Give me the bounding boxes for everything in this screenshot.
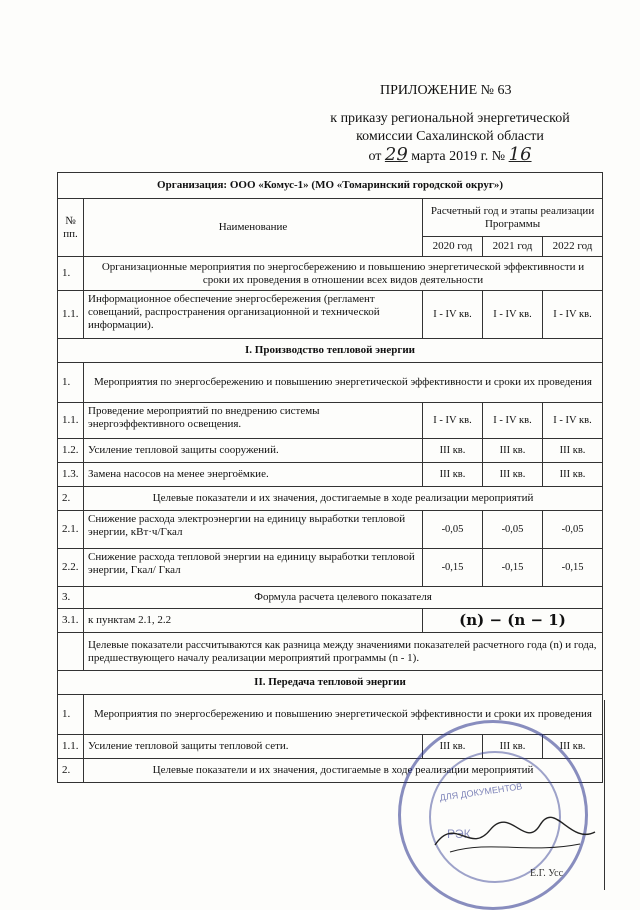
handwritten-day: 29 [384,144,408,165]
handwritten-order-number: 16 [508,144,532,165]
row-text: Усиление тепловой защиты тепловой сети. [84,735,423,759]
row-num: 2. [58,759,84,783]
row-value: I - IV кв. [423,403,483,439]
row-value: -0,05 [543,511,603,549]
date-prefix: от [368,149,382,164]
row-num: 1.1. [58,403,84,439]
row-text: к пунктам 2.1, 2.2 [84,609,423,633]
row-num: 3.1. [58,609,84,633]
row-value: I - IV кв. [543,403,603,439]
row-value: III кв. [483,735,543,759]
col-header-name: Наименование [84,199,423,257]
section-title: II. Передача тепловой энергии [58,671,603,695]
row-num: 1.2. [58,439,84,463]
row-num: 1. [58,257,84,291]
row-value: III кв. [423,439,483,463]
row-heading: Целевые показатели и их значения, достигаемые в ходе реализации мероприятий [84,759,603,783]
row-num: 1. [58,695,84,735]
row-value: -0,15 [483,549,543,587]
row-value: III кв. [483,439,543,463]
row-text: Снижение расхода тепловой энергии на единицу выработки тепловой энергии, Гкал/ Гкал [84,549,423,587]
page-edge-line [604,700,605,890]
row-value: I - IV кв. [423,291,483,339]
row-heading: Мероприятия по энергосбережению и повышению энергетической эффективности и сроки их проведения [84,695,603,735]
official-stamp-icon: ДЛЯ ДОКУМЕНТОВ РЭК [398,720,588,910]
row-text: Проведение мероприятий по внедрению системы энергоэффективного освещения. [84,403,423,439]
row-value: I - IV кв. [543,291,603,339]
row-text: Информационное обеспечение энергосбережения (регламент совещаний, распространения организационной и технической информации). [84,291,423,339]
section-title: I. Производство тепловой энергии [58,339,603,363]
row-heading: Целевые показатели и их значения, достигаемые в ходе реализации мероприятий [84,487,603,511]
order-line-2: комиссии Сахалинской области [356,129,544,144]
row-num: 1.1. [58,291,84,339]
row-value: -0,15 [543,549,603,587]
row-num: 1. [58,363,84,403]
row-heading: Организационные мероприятия по энергосбережению и повышению энергетической эффективности и сроки их проведения в отношении всех видов деятельности [84,257,603,291]
row-value: I - IV кв. [483,291,543,339]
order-date-line [300,146,600,166]
row-text: Усиление тепловой защиты сооружений. [84,439,423,463]
year-header: 2020 год [423,237,483,257]
row-text: Замена насосов на менее энергоёмкие. [84,463,423,487]
row-value: -0,05 [423,511,483,549]
organization-row: Организация: ООО «Комус-1» (МО «Томаринский городской округ») [58,173,603,199]
row-num: 1.1. [58,735,84,759]
date-rest: марта 2019 г. № [411,149,506,164]
appendix-title: ПРИЛОЖЕНИЕ № 63 [380,83,512,98]
row-heading: Мероприятия по энергосбережению и повышению энергетической эффективности и сроки их проведения [84,363,603,403]
row-num: 2. [58,487,84,511]
note-text: Целевые показатели рассчитываются как разница между значениями показателей расчетного года (n) и года, предшествующего началу реализации мероприятий программы (n - 1). [84,633,603,671]
row-value: III кв. [543,463,603,487]
col-header-period: Расчетный год и этапы реализации Программы [423,199,603,237]
row-value: III кв. [543,439,603,463]
signatory-name: Е.Г. Усс [530,868,564,879]
row-value: III кв. [423,463,483,487]
order-line-1: к приказу региональной энергетической [330,111,570,126]
row-value: III кв. [543,735,603,759]
row-value: III кв. [483,463,543,487]
row-num: 3. [58,587,84,609]
year-header: 2021 год [483,237,543,257]
row-num: 1.3. [58,463,84,487]
row-num: 2.1. [58,511,84,549]
program-table [57,172,603,783]
row-value: -0,15 [423,549,483,587]
row-heading: Формула расчета целевого показателя [84,587,603,609]
col-header-num: № пп. [58,199,84,257]
signature-icon [430,810,600,860]
row-text: Снижение расхода электроэнергии на единицу выработки тепловой энергии, кВт·ч/Гкал [84,511,423,549]
row-value: -0,05 [483,511,543,549]
formula: (n) − (n − 1) [423,609,603,633]
row-value: III кв. [423,735,483,759]
row-value: I - IV кв. [483,403,543,439]
row-num: 2.2. [58,549,84,587]
year-header: 2022 год [543,237,603,257]
